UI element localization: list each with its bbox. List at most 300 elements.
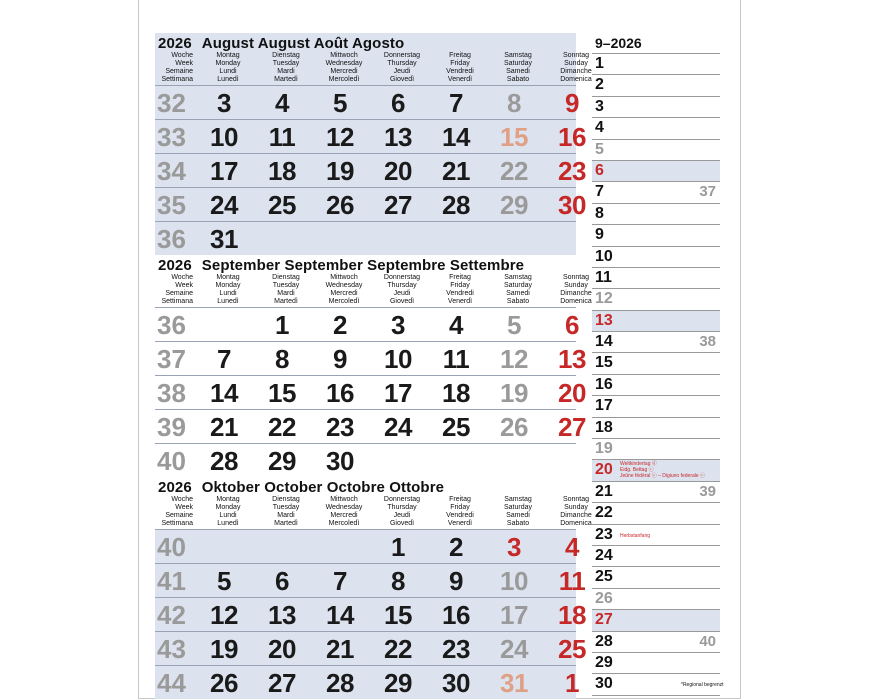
weekday-label: Dimanche	[560, 68, 592, 75]
week-label: Semaine	[165, 512, 193, 519]
day-number: 28	[442, 190, 470, 220]
week-row	[155, 443, 576, 477]
week-row	[155, 153, 586, 187]
month-title	[158, 479, 444, 496]
day-number: 10	[500, 566, 528, 596]
side-day-number: 7	[595, 183, 604, 201]
side-day-row	[592, 396, 720, 417]
day-number: 18	[268, 156, 296, 186]
weekday-label: Donnerstag	[383, 274, 421, 281]
day-number: 10	[210, 122, 238, 152]
day-number: 19	[210, 634, 238, 664]
week-number: 36	[157, 310, 186, 340]
day-number: 22	[384, 634, 412, 664]
weekday-label: Friday	[450, 282, 470, 289]
day-number: 25	[268, 190, 296, 220]
day-number: 12	[500, 344, 528, 374]
side-list-title: 9–2026	[592, 33, 720, 54]
day-number: 3	[217, 88, 231, 118]
side-day-row	[592, 439, 720, 460]
side-day-note: Herbstanfang	[620, 532, 651, 539]
weekday-label: Jeudi	[393, 512, 411, 519]
side-day-note: Jeûne fédéral ⓒ – Digiuno federale ⓒ	[620, 473, 706, 480]
weekday-label: Venerdì	[447, 76, 473, 83]
day-number: 24	[384, 412, 412, 442]
day-number: 6	[275, 566, 289, 596]
day-number: 13	[558, 344, 586, 374]
side-day-number: 21	[595, 482, 613, 500]
weekday-label: Donnerstag	[383, 496, 421, 503]
day-number: 4	[565, 532, 579, 562]
month-header	[155, 255, 592, 307]
month-title-year: 2026	[158, 479, 192, 496]
weekday-header	[373, 496, 431, 528]
weekday-label: Mardi	[277, 68, 295, 75]
week-row	[155, 221, 576, 255]
weekday-label: Samstag	[504, 274, 532, 281]
weekday-label: Samstag	[504, 496, 532, 503]
week-row	[155, 187, 586, 221]
month-title	[158, 35, 404, 52]
weekday-label: Jeudi	[393, 290, 411, 297]
side-day-number: 14	[595, 333, 613, 351]
weekday-label: Tuesday	[272, 504, 300, 511]
weekday-label: Domenica	[560, 76, 592, 83]
day-number: 18	[558, 600, 586, 630]
weekday-header	[315, 274, 373, 306]
weekday-label: Dienstag	[272, 274, 300, 281]
side-day-number: 25	[595, 568, 613, 586]
side-week-number: 39	[699, 482, 716, 500]
day-number: 25	[558, 634, 586, 664]
week-label: Week	[175, 504, 193, 511]
day-number: 19	[326, 156, 354, 186]
week-row	[155, 409, 586, 443]
week-column-header	[155, 274, 193, 306]
weekday-label: Sabato	[506, 298, 530, 305]
weekday-label: Dimanche	[560, 512, 592, 519]
day-number: 22	[500, 156, 528, 186]
side-day-row	[592, 289, 720, 310]
weekday-label: Mardi	[277, 512, 295, 519]
week-row	[155, 665, 579, 699]
day-number: 17	[210, 156, 238, 186]
side-day-row	[592, 311, 720, 332]
day-number: 16	[442, 600, 470, 630]
day-number: 2	[449, 532, 463, 562]
weekday-label: Lunedì	[217, 298, 239, 305]
month-title-names: August August Août Agosto	[201, 35, 405, 52]
week-label: Semaine	[165, 68, 193, 75]
week-column-header	[155, 52, 193, 84]
side-day-number: 2	[595, 76, 604, 94]
weekday-label: Dienstag	[272, 496, 300, 503]
weekday-label: Mercredi	[330, 290, 358, 297]
day-number: 14	[326, 600, 354, 630]
side-day-number: 27	[595, 611, 613, 629]
weekday-header	[257, 274, 315, 306]
weekday-label: Lunedì	[217, 76, 239, 83]
weekday-label: Saturday	[503, 60, 533, 67]
day-number: 26	[210, 668, 238, 698]
day-number: 15	[384, 600, 412, 630]
day-number: 11	[558, 566, 586, 596]
weekday-header	[199, 274, 257, 306]
side-day-row	[592, 54, 720, 75]
weekday-header	[489, 496, 547, 528]
month-block	[155, 255, 592, 477]
week-number: 37	[157, 344, 186, 374]
day-number: 30	[442, 668, 470, 698]
day-number: 28	[326, 668, 354, 698]
day-number: 16	[326, 378, 354, 408]
month-title-names: Oktober October Octobre Ottobre	[201, 479, 445, 496]
side-day-number: 17	[595, 397, 613, 415]
day-number: 16	[558, 122, 586, 152]
weekday-label: Friday	[450, 60, 470, 67]
day-number: 23	[326, 412, 354, 442]
day-number: 9	[333, 344, 347, 374]
day-number: 24	[500, 634, 528, 664]
weekday-label: Friday	[450, 504, 470, 511]
weekday-label: Montag	[216, 52, 240, 59]
day-number: 8	[507, 88, 521, 118]
day-number: 30	[558, 190, 586, 220]
weekday-header	[489, 52, 547, 84]
weekday-label: Jeudi	[393, 68, 411, 75]
side-day-number: 1	[595, 55, 604, 72]
day-number: 29	[268, 446, 296, 476]
side-day-number: 16	[595, 375, 613, 393]
day-number: 29	[384, 668, 412, 698]
weekday-header	[373, 52, 431, 84]
month-header	[155, 33, 592, 85]
side-day-number: 19	[595, 440, 613, 458]
weekday-label: Saturday	[503, 504, 533, 511]
month-header	[155, 477, 592, 529]
weekday-label: Vendredi	[446, 512, 474, 519]
weekday-label: Dimanche	[560, 290, 592, 297]
day-number: 15	[268, 378, 296, 408]
day-number: 15	[500, 122, 528, 152]
day-number: 24	[210, 190, 238, 220]
weekday-label: Lundi	[219, 290, 237, 297]
day-number: 17	[384, 378, 412, 408]
week-number: 41	[157, 566, 186, 596]
day-number: 9	[565, 88, 579, 118]
day-number: 4	[275, 88, 289, 118]
week-number: 36	[157, 224, 186, 254]
week-number: 39	[157, 412, 186, 442]
side-day-row	[592, 460, 720, 481]
week-column-header	[155, 496, 193, 528]
weekday-label: Mercoledì	[328, 520, 360, 527]
weekday-label: Martedì	[274, 298, 298, 305]
weekday-label: Vendredi	[446, 68, 474, 75]
side-day-row	[592, 418, 720, 439]
weekday-label: Saturday	[503, 282, 533, 289]
weekday-label: Wednesday	[325, 60, 363, 67]
day-number: 5	[507, 310, 521, 340]
weekday-label: Martedì	[274, 520, 298, 527]
weekday-header	[489, 274, 547, 306]
weekday-label: Mardi	[277, 290, 295, 297]
weekday-label: Freitag	[449, 274, 471, 281]
week-number: 33	[157, 122, 186, 152]
week-row	[155, 119, 586, 153]
weekday-label: Montag	[216, 274, 240, 281]
day-number: 6	[391, 88, 405, 118]
weekday-label: Mittwoch	[330, 52, 358, 59]
weekday-label: Samedi	[506, 512, 530, 519]
day-number: 8	[275, 344, 289, 374]
weekday-label: Sunday	[564, 504, 588, 511]
week-label: Settimana	[161, 76, 193, 83]
side-day-row	[592, 503, 720, 524]
week-row	[155, 85, 579, 119]
day-number: 30	[326, 446, 354, 476]
footnote: *Regional begrenzt	[681, 682, 724, 688]
day-number: 20	[268, 634, 296, 664]
week-row	[155, 307, 579, 341]
week-label: Settimana	[161, 520, 193, 527]
weekday-label: Samedi	[506, 68, 530, 75]
side-day-number: 12	[595, 290, 613, 308]
day-number: 1	[565, 668, 579, 698]
side-day-row	[592, 525, 720, 546]
weekday-label: Monday	[215, 504, 241, 511]
day-number: 17	[500, 600, 528, 630]
week-row	[155, 341, 586, 375]
day-number: 11	[442, 344, 470, 374]
side-day-number: 9	[595, 226, 604, 244]
week-number: 38	[157, 378, 186, 408]
weekday-header	[431, 52, 489, 84]
weekday-label: Samedi	[506, 290, 530, 297]
side-day-row	[592, 653, 720, 674]
side-day-row	[592, 332, 720, 353]
month-title-year: 2026	[158, 257, 192, 274]
day-number: 19	[500, 378, 528, 408]
side-day-number: 24	[595, 546, 613, 564]
side-day-row	[592, 182, 720, 203]
day-number: 18	[442, 378, 470, 408]
side-day-number: 18	[595, 418, 613, 436]
day-number: 11	[268, 122, 296, 152]
weekday-label: Venerdì	[447, 298, 473, 305]
week-number: 42	[157, 600, 186, 630]
weekday-header	[315, 52, 373, 84]
day-number: 22	[268, 412, 296, 442]
side-day-note: Eidg. Bettag ⓒ	[620, 467, 654, 474]
weekday-label: Wednesday	[325, 282, 363, 289]
week-row	[155, 529, 579, 563]
side-day-row	[592, 482, 720, 503]
side-day-number: 10	[595, 247, 613, 265]
side-day-row	[592, 268, 720, 289]
day-number: 5	[217, 566, 231, 596]
weekday-header	[431, 274, 489, 306]
weekday-label: Giovedì	[389, 520, 415, 527]
week-label: Settimana	[161, 298, 193, 305]
side-day-row	[592, 610, 720, 631]
day-number: 27	[268, 668, 296, 698]
weekday-label: Thursday	[387, 282, 417, 289]
side-day-row	[592, 225, 720, 246]
day-number: 26	[326, 190, 354, 220]
month-title-year: 2026	[158, 35, 192, 52]
day-number: 13	[384, 122, 412, 152]
side-day-row	[592, 75, 720, 96]
day-number: 14	[442, 122, 470, 152]
weekday-header	[199, 496, 257, 528]
side-day-row	[592, 140, 720, 161]
side-day-row	[592, 632, 720, 653]
week-label: Woche	[171, 52, 193, 59]
weekday-label: Domenica	[560, 298, 592, 305]
day-number: 23	[558, 156, 586, 186]
week-label: Woche	[171, 274, 193, 281]
weekday-label: Freitag	[449, 52, 471, 59]
side-day-number: 23	[595, 525, 613, 543]
week-label: Semaine	[165, 290, 193, 297]
three-month-calendar	[155, 33, 592, 699]
weekday-label: Martedì	[274, 76, 298, 83]
weekday-label: Giovedì	[389, 298, 415, 305]
day-number: 7	[449, 88, 463, 118]
weekday-label: Dienstag	[272, 52, 300, 59]
side-day-number: 30	[595, 675, 613, 693]
weekday-label: Mittwoch	[330, 274, 358, 281]
side-week-number: 37	[699, 183, 716, 201]
day-number: 21	[442, 156, 470, 186]
weekday-label: Mercoledì	[328, 298, 360, 305]
weekday-label: Monday	[215, 282, 241, 289]
day-number: 3	[391, 310, 405, 340]
day-number: 2	[333, 310, 347, 340]
weekday-label: Sonntag	[562, 52, 590, 59]
week-number: 40	[157, 446, 186, 476]
week-row	[155, 563, 586, 597]
side-day-number: 8	[595, 204, 604, 222]
day-number: 14	[210, 378, 238, 408]
weekday-label: Venerdì	[447, 520, 473, 527]
day-number: 1	[275, 310, 289, 340]
day-number: 6	[565, 310, 579, 340]
day-number: 23	[442, 634, 470, 664]
day-number: 25	[442, 412, 470, 442]
weekday-header	[257, 52, 315, 84]
side-day-number: 6	[595, 161, 604, 179]
day-number: 12	[210, 600, 238, 630]
weekday-label: Monday	[215, 60, 241, 67]
weekday-label: Domenica	[560, 520, 592, 527]
weekday-label: Thursday	[387, 60, 417, 67]
week-number: 32	[157, 88, 186, 118]
week-number: 43	[157, 634, 186, 664]
weekday-header	[257, 496, 315, 528]
week-number: 35	[157, 190, 186, 220]
side-day-note: Weltkindertag ⓓ	[620, 461, 657, 468]
weekday-header	[315, 496, 373, 528]
day-number: 31	[210, 224, 238, 254]
day-number: 28	[210, 446, 238, 476]
side-day-row	[592, 161, 720, 182]
side-day-row	[592, 546, 720, 567]
day-number: 20	[384, 156, 412, 186]
side-day-number: 20	[595, 461, 613, 479]
weekday-label: Sunday	[564, 282, 588, 289]
side-day-number: 26	[595, 589, 613, 607]
weekday-label: Sunday	[564, 60, 588, 67]
weekday-label: Thursday	[387, 504, 417, 511]
side-day-number: 5	[595, 140, 604, 158]
day-number: 27	[384, 190, 412, 220]
weekday-label: Tuesday	[272, 282, 300, 289]
week-row	[155, 597, 586, 631]
week-row	[155, 631, 586, 665]
day-number: 29	[500, 190, 528, 220]
day-number: 7	[217, 344, 231, 374]
weekday-label: Lunedì	[217, 520, 239, 527]
weekday-label: Sonntag	[562, 496, 590, 503]
week-label: Week	[175, 282, 193, 289]
side-day-row	[592, 118, 720, 139]
week-number: 34	[157, 156, 186, 186]
side-day-number: 11	[595, 268, 612, 286]
side-day-row	[592, 567, 720, 588]
month-block	[155, 477, 592, 699]
weekday-header	[431, 496, 489, 528]
weekday-label: Wednesday	[325, 504, 363, 511]
week-row	[155, 375, 586, 409]
month-block	[155, 33, 592, 255]
side-day-number: 15	[595, 354, 613, 372]
side-day-number: 3	[595, 97, 604, 115]
side-day-number: 28	[595, 632, 613, 650]
day-number: 7	[333, 566, 347, 596]
weekday-label: Mercredi	[330, 68, 358, 75]
side-day-number: 29	[595, 653, 613, 671]
week-number: 40	[157, 532, 186, 562]
day-number: 8	[391, 566, 405, 596]
day-number: 21	[210, 412, 238, 442]
day-number: 1	[391, 532, 405, 562]
day-number: 27	[558, 412, 586, 442]
weekday-label: Sabato	[506, 76, 530, 83]
weekday-label: Mittwoch	[330, 496, 358, 503]
side-day-row	[592, 247, 720, 268]
side-week-number: 40	[699, 632, 716, 650]
weekday-label: Samstag	[504, 52, 532, 59]
day-number: 26	[500, 412, 528, 442]
month-title	[158, 257, 524, 274]
day-number: 20	[558, 378, 586, 408]
side-day-row	[592, 353, 720, 374]
weekday-label: Lundi	[219, 512, 237, 519]
side-day-number: 13	[595, 311, 613, 329]
day-number: 13	[268, 600, 296, 630]
weekday-label: Tuesday	[272, 60, 300, 67]
weekday-header	[373, 274, 431, 306]
weekday-label: Vendredi	[446, 290, 474, 297]
day-number: 4	[449, 310, 463, 340]
weekday-label: Giovedì	[389, 76, 415, 83]
day-number: 31	[500, 668, 528, 698]
side-day-row	[592, 97, 720, 118]
week-label: Week	[175, 60, 193, 67]
side-day-number: 4	[595, 119, 604, 137]
